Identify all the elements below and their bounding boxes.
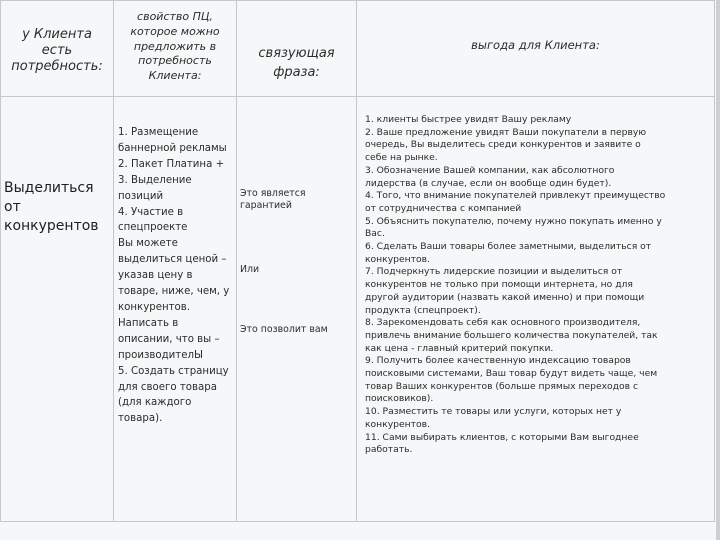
property-line: описании, что вы –	[118, 333, 220, 345]
phrase-cell	[237, 97, 357, 522]
header-phrase-cell	[237, 1, 357, 97]
phrase-line: Это является	[240, 188, 306, 199]
benefit-line: 3. Обозначение Вашей компании, как абсолютного	[365, 164, 615, 176]
benefit-cell	[357, 97, 715, 522]
property-line: для своего товара	[118, 381, 217, 393]
benefit-line: поисковиков).	[365, 393, 434, 405]
need-line: конкурентов	[4, 218, 99, 234]
property-line: спецпроекте	[118, 222, 188, 234]
header-row	[1, 1, 715, 97]
header-need-line: у Клиента	[22, 27, 92, 42]
property-line: 5. Создать страницу	[118, 365, 229, 377]
content-row	[1, 97, 715, 522]
phrase-guarantee	[240, 188, 306, 212]
benefit-line: от сотрудничества с компанией	[365, 202, 522, 214]
benefit-line: конкурентов не только при помощи интернета, но для	[365, 279, 633, 291]
property-line: 1. Размещение	[118, 127, 199, 138]
header-benefit-line: выгода для Клиента:	[471, 38, 600, 52]
property-line: Написать в	[118, 317, 179, 329]
header-property-cell	[114, 1, 237, 97]
header-property-line: которое можно	[130, 24, 220, 38]
benefit-line: продукта (спецпроект).	[365, 304, 481, 316]
benefit-line: очередь, Вы выделитесь среди конкурентов и заявите о	[365, 139, 641, 151]
property-line: 4. Участие в	[118, 206, 184, 218]
property-line: 2. Пакет Платина +	[118, 158, 225, 170]
header-need-text	[1, 1, 113, 75]
header-property-line: свойство ПЦ,	[137, 10, 213, 23]
benefit-list	[357, 97, 714, 457]
property-line: производителЫ	[118, 349, 204, 361]
header-phrase-text	[237, 1, 356, 82]
need-cell	[1, 97, 114, 522]
property-line: Вы можете	[118, 238, 178, 250]
phrase-line: гарантией	[240, 200, 292, 211]
property-line: товара).	[118, 413, 163, 425]
property-line: товаре, ниже, чем, у	[118, 286, 230, 298]
benefit-line: как цена - главный критерий покупки.	[365, 342, 554, 354]
benefit-line: лидерства (в случае, если он вообще один будет).	[365, 177, 612, 189]
header-need-line: есть	[41, 43, 73, 58]
benefit-line: себе на рынке.	[365, 152, 438, 164]
property-line: указав цену в	[118, 270, 193, 282]
benefit-line: Вас.	[365, 228, 385, 240]
benefit-line: 5. Объяснить покупателю, почему нужно покупать именно у	[365, 215, 662, 227]
phrase-or: Или	[240, 264, 260, 275]
header-phrase-line: связующая	[258, 46, 335, 61]
property-line: (для каждого	[118, 397, 192, 409]
header-benefit-cell	[357, 1, 715, 97]
benefit-line: товар Ваших конкурентов (больше прямых переходов с	[365, 380, 639, 392]
property-cell	[114, 97, 237, 522]
header-property-line: потребность	[138, 54, 212, 68]
need-text	[1, 97, 113, 236]
property-list	[114, 97, 236, 427]
benefit-line: 8. Зарекомендовать себя как основного производителя,	[365, 317, 641, 329]
benefit-line: конкурентов.	[365, 253, 430, 265]
property-line: конкурентов.	[118, 301, 191, 313]
header-property-text	[114, 1, 236, 84]
benefit-line: поисковыми системами, Ваш товар будут видеть чаще, чем	[365, 368, 658, 380]
benefit-line: 6. Сделать Ваши товары более заметными, выделиться от	[365, 241, 652, 253]
benefit-line: конкурентов.	[365, 418, 430, 430]
header-need-cell	[1, 1, 114, 97]
benefit-line: работать.	[365, 444, 413, 456]
header-property-line: Клиента:	[148, 69, 202, 83]
phrase-allow: Это позволит вам	[240, 324, 328, 335]
property-line: выделиться ценой –	[118, 254, 227, 266]
benefit-line: привлечь внимание большего количества покупателей, так	[365, 329, 658, 341]
property-line: позиций	[118, 190, 164, 202]
benefit-line: 2. Ваше предложение увидят Ваши покупатели в первую	[365, 126, 647, 138]
benefit-line: 4. Того, что внимание покупателей привлекут преимущество	[365, 190, 666, 202]
need-line: Выделиться	[4, 180, 94, 196]
benefit-line: 10. Разместить те товары или услуги, которых нет у	[365, 406, 622, 418]
benefit-line: 1. клиенты быстрее увидят Вашу рекламу	[365, 114, 572, 125]
header-benefit-text	[357, 1, 714, 52]
header-need-line: потребность:	[11, 59, 103, 74]
benefit-line: 7. Подчеркнуть лидерские позиции и выделиться от	[365, 266, 623, 278]
header-phrase-line: фраза:	[273, 65, 320, 80]
benefit-line: 11. Сами выбирать клиентов, с которыми Вам выгоднее	[365, 431, 639, 443]
header-property-line: предложить в	[133, 39, 217, 53]
benefit-line: другой аудитории (назвать какой именно) и при помощи	[365, 291, 645, 303]
property-line: 3. Выделение	[118, 174, 192, 186]
need-line: от	[4, 199, 21, 215]
benefit-line: 9. Получить более качественную индексацию товаров	[365, 355, 631, 367]
property-line: баннерной рекламы	[118, 142, 227, 154]
